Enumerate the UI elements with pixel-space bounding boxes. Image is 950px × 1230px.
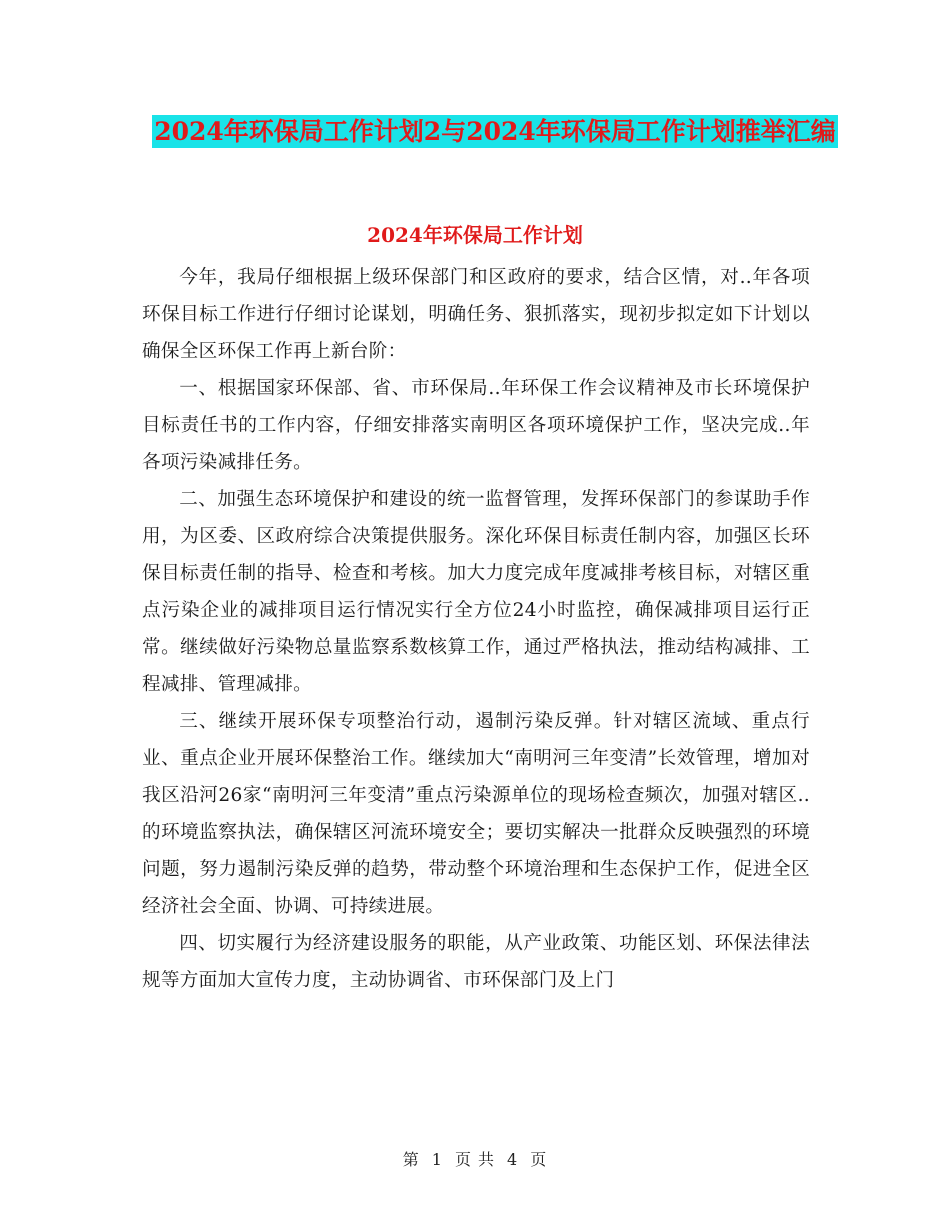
section-title: 2024年环保局工作计划 — [367, 223, 583, 247]
document-title-text: 2024年环保局工作计划2与2024年环保局工作计划推举汇编 — [154, 117, 836, 146]
footer-total-pages: 4 — [507, 1150, 519, 1169]
paragraph-item-1: 一、根据国家环保部、省、市环保局..年环保工作会议精神及市长环境保护目标责任书的工作内容，仔细安排落实南明区各项环境保护工作，坚决完成..年各项污染减排任务。 — [142, 378, 810, 473]
footer-prefix: 第 — [402, 1150, 420, 1169]
page-footer — [0, 1148, 950, 1172]
document-body — [142, 259, 810, 999]
paragraph-intro: 今年，我局仔细根据上级环保部门和区政府的要求，结合区情，对..年各项环保目标工作进行仔细讨论谋划，明确任务、狠抓落实，现初步拟定如下计划以确保全区环保工作再上新台阶： — [142, 267, 810, 362]
paragraph-item-2: 二、加强生态环境保护和建设的统一监督管理，发挥环保部门的参谋助手作用，为区委、区政府综合决策提供服务。深化环保目标责任制内容，加强区长环保目标责任制的指导、检查和考核。加大力度完成年度减排考核目标，对辖区重点污染企业的减排项目运行情况实行全方位24小时监控，确保减排项目运行正常。继续做好污染物总量监察系数核算工作，通过严格执法，推动结构减排、工程减排、管理减排。 — [142, 489, 810, 695]
document-title — [140, 108, 850, 156]
footer-current-page: 1 — [431, 1150, 443, 1169]
footer-suffix: 页 — [530, 1150, 548, 1169]
paragraph-item-3: 三、继续开展环保专项整治行动，遏制污染反弹。针对辖区流域、重点行业、重点企业开展环保整治工作。继续加大“南明河三年变清”长效管理，增加对我区沿河26家“南明河三年变清”重点污染源单位的现场检查频次，加强对辖区..的环境监察执法，确保辖区河流环境安全；要切实解决一批群众反映强烈的环境问题，努力遏制污染反弹的趋势，带动整个环境治理和生态保护工作，促进全区经济社会全面、协调、可持续进展。 — [142, 711, 810, 917]
paragraph-item-4: 四、切实履行为经济建设服务的职能，从产业政策、功能区划、环保法律法规等方面加大宣传力度，主动协调省、市环保部门及上门 — [142, 933, 810, 991]
footer-mid: 页 共 — [454, 1150, 496, 1169]
